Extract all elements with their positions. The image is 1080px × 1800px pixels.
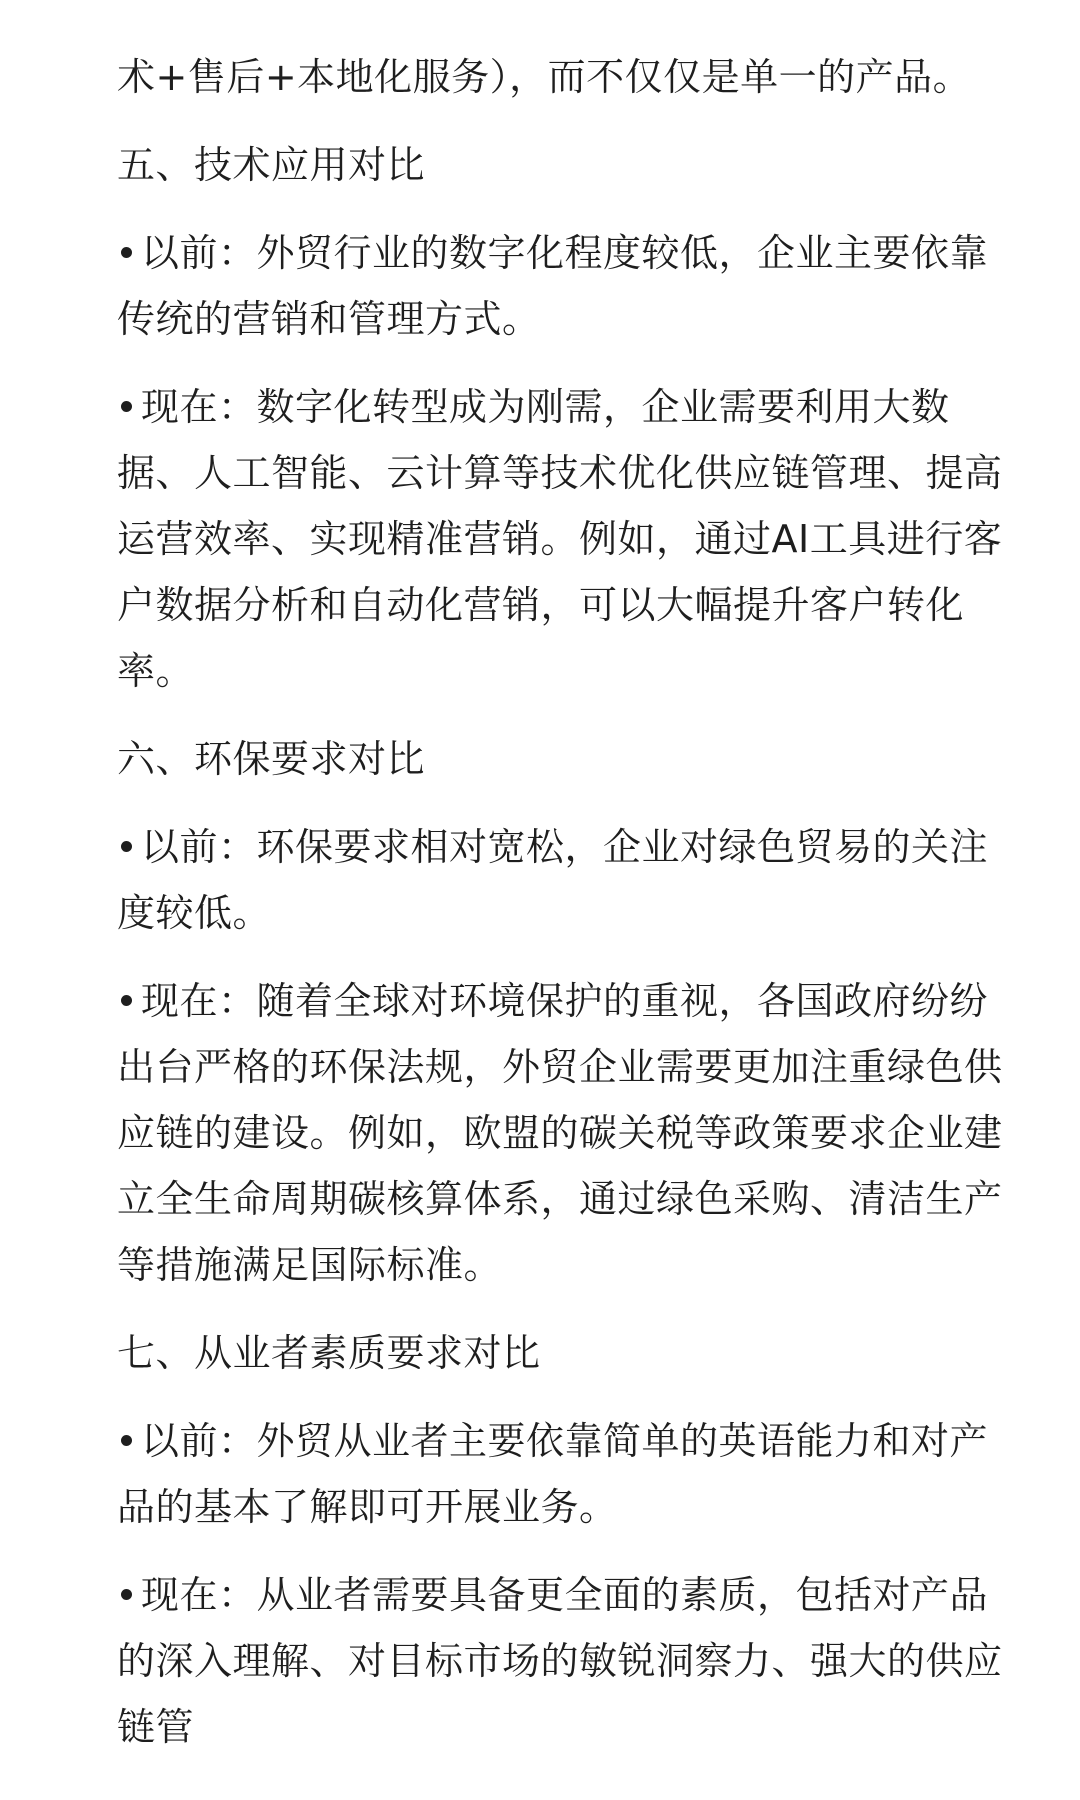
bullet-icon	[121, 247, 132, 258]
section-5-now-text: 现在：数字化转型成为刚需，企业需要利用大数据、人工智能、云计算等技术优化供应链管理、提高运营效率、实现精准营销。例如，通过AI工具进行客户数据分析和自动化营销，可以大幅提升客户转化率。	[117, 385, 1003, 693]
section-5-now-paragraph	[117, 374, 1017, 704]
section-6-now-paragraph	[117, 968, 1017, 1298]
bullet-icon	[121, 1589, 132, 1600]
section-5-before-text: 以前：外贸行业的数字化程度较低，企业主要依靠传统的营销和管理方式。	[117, 231, 989, 341]
section-7-before-text: 以前：外贸从业者主要依靠简单的英语能力和对产品的基本了解即可开展业务。	[117, 1419, 989, 1529]
bullet-icon	[121, 995, 132, 1006]
section-6-now-text: 现在：随着全球对环境保护的重视，各国政府纷纷出台严格的环保法规，外贸企业需要更加注重绿色供应链的建设。例如，欧盟的碳关税等政策要求企业建立全生命周期碳核算体系，通过绿色采购、清洁生产等措施满足国际标准。	[117, 979, 1003, 1287]
section-6-before-text: 以前：环保要求相对宽松，企业对绿色贸易的关注度较低。	[117, 825, 989, 935]
bullet-icon	[121, 401, 132, 412]
section-5-before-paragraph	[117, 220, 1017, 352]
section-7-heading: 七、从业者素质要求对比	[117, 1331, 541, 1375]
bullet-icon	[121, 841, 132, 852]
section-5-heading: 五、技术应用对比	[117, 143, 426, 187]
section-7-now-text: 现在：从业者需要具备更全面的素质，包括对产品的深入理解、对目标市场的敏锐洞察力、强大的供应链管	[117, 1573, 1003, 1749]
intro-tail-paragraph: 术+售后+本地化服务），而不仅仅是单一的产品。	[117, 55, 972, 99]
bullet-icon	[121, 1435, 132, 1446]
section-6-heading: 六、环保要求对比	[117, 737, 426, 781]
article-body	[117, 44, 1017, 1760]
section-7-now-paragraph	[117, 1562, 1017, 1760]
section-7-before-paragraph	[117, 1408, 1017, 1540]
section-6-before-paragraph	[117, 814, 1017, 946]
